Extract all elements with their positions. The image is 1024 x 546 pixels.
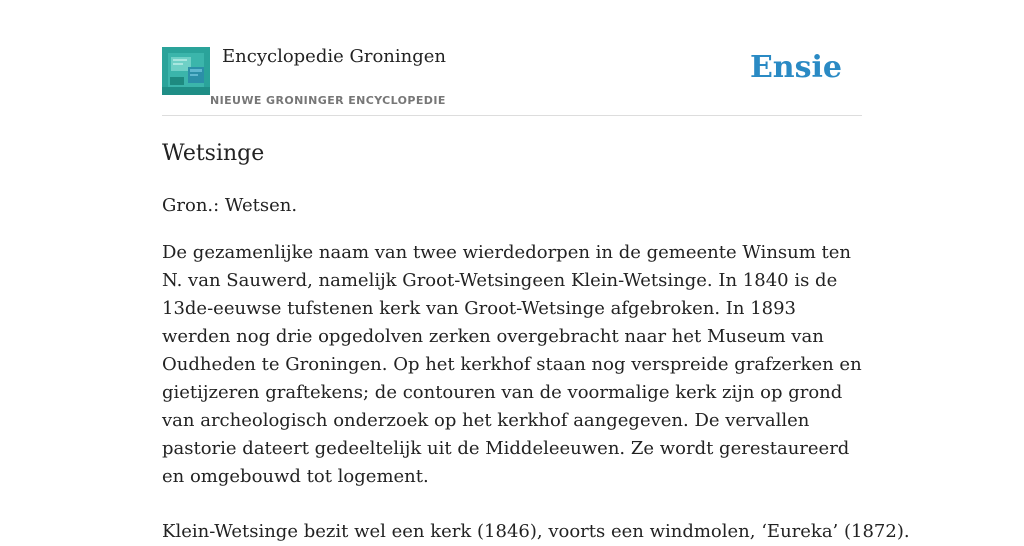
article-paragraph: De gezamenlijke naam van twee wierdedorpen in de gemeente Winsum ten N. van Sauwerd, namelijk Groot-Wetsingeen Klein-Wetsinge. In 1840 is de 13de-eeuwse tufstenen kerk van Groot-Wetsinge afgebroken. In 1893 werden nog drie opgedolven zerken overgebracht naar het Museum van Oudheden te Groningen. Op het kerkhof staan nog verspreide grafzerken en gietijzeren graftekens; de contouren van de voormalige kerk zijn op grond van archeologisch onderzoek op het kerkhof aangegeven. De vervallen pastorie dateert gedeeltelijk uit de Middeleeuwen. Ze wordt gerestaureerd en omgebouwd tot logement. [162,242,862,487]
article [162,138,910,546]
article-title: Wetsinge [162,141,265,166]
site-title[interactable]: Encyclopedie Groningen [222,46,447,67]
article-alt-name: Gron.: Wetsen. [162,195,298,216]
encyclopedia-logo-icon[interactable] [162,47,210,95]
site-header [162,0,862,116]
ensie-brand-link[interactable]: Ensie [749,50,842,85]
site-subtitle: NIEUWE GRONINGER ENCYCLOPEDIE [210,94,446,107]
article-paragraph: Klein-Wetsinge bezit wel een kerk (1846), voorts een windmolen, ‘Eureka’ (1872). [162,521,910,542]
